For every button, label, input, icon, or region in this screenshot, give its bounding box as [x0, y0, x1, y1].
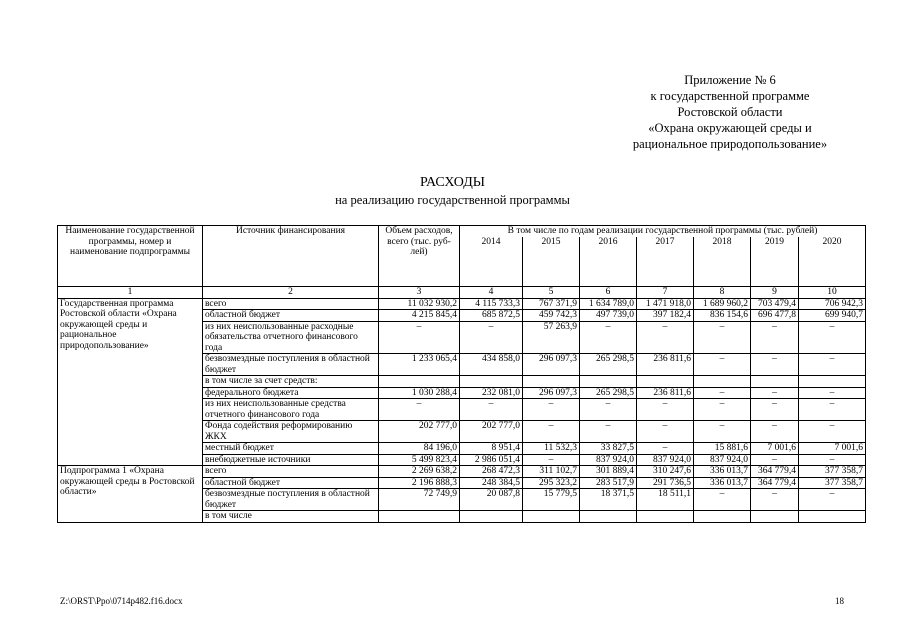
year-value-cell: 33 827,5	[580, 443, 637, 455]
year-value-cell: –	[694, 421, 751, 443]
year-value-cell	[751, 511, 799, 523]
total-cell: –	[379, 321, 460, 354]
year-value-cell	[637, 376, 694, 388]
year-value-cell	[799, 376, 866, 388]
column-number: 3	[379, 287, 460, 299]
year-value-cell: –	[694, 387, 751, 399]
column-number-row	[58, 287, 866, 299]
year-value-cell: 291 736,5	[637, 477, 694, 489]
year-value-cell: 459 742,3	[523, 310, 580, 322]
column-number: 10	[799, 287, 866, 299]
appendix-line: «Охрана окружающей среды и	[648, 121, 812, 135]
year-value-cell: –	[523, 399, 580, 421]
year-value-cell: 696 477,8	[751, 310, 799, 322]
year-value-cell: 336 013,7	[694, 477, 751, 489]
year-value-cell: –	[799, 354, 866, 376]
year-value-cell	[523, 511, 580, 523]
year-value-cell: –	[751, 387, 799, 399]
year-value-cell: –	[460, 399, 523, 421]
year-value-cell: 310 247,6	[637, 466, 694, 478]
year-value-cell: 57 263,9	[523, 321, 580, 354]
year-value-cell	[460, 511, 523, 523]
year-value-cell: 364 779,4	[751, 466, 799, 478]
year-value-cell	[637, 511, 694, 523]
header-year: 2014	[460, 237, 523, 287]
year-value-cell: 296 097,3	[523, 387, 580, 399]
total-cell: 1 233 065,4	[379, 354, 460, 376]
appendix-header	[560, 72, 900, 152]
year-value-cell: –	[637, 421, 694, 443]
year-value-cell: –	[799, 399, 866, 421]
year-value-cell: 248 384,5	[460, 477, 523, 489]
table-row	[58, 466, 866, 478]
appendix-line: Приложение № 6	[684, 73, 776, 87]
year-value-cell	[799, 511, 866, 523]
year-value-cell: 311 102,7	[523, 466, 580, 478]
year-value-cell: 232 081,0	[460, 387, 523, 399]
source-cell: всего	[203, 298, 379, 310]
source-cell: всего	[203, 466, 379, 478]
footer-file-path: Z:\ORST\Ppo\0714p482.f16.docx	[60, 596, 183, 606]
year-value-cell: 837 924,0	[637, 454, 694, 466]
year-value-cell: –	[799, 454, 866, 466]
year-value-cell: 8 951,4	[460, 443, 523, 455]
document-title: РАСХОДЫ	[420, 175, 485, 190]
year-value-cell: 699 940,7	[799, 310, 866, 322]
year-value-cell: –	[460, 321, 523, 354]
year-value-cell: 377 358,7	[799, 466, 866, 478]
year-value-cell: 7 001,6	[799, 443, 866, 455]
source-cell: федерального бюджета	[203, 387, 379, 399]
year-value-cell: –	[799, 489, 866, 511]
footer-page-number: 18	[835, 596, 844, 606]
source-cell: областной бюджет	[203, 310, 379, 322]
year-value-cell: 1 634 789,0	[580, 298, 637, 310]
year-value-cell: 202 777,0	[460, 421, 523, 443]
year-value-cell: –	[751, 421, 799, 443]
source-cell: в том числе	[203, 511, 379, 523]
program-name: Государственная программа Ростовской области «Охрана окружающей среды и рациональное природопользование»	[58, 298, 203, 466]
year-value-cell: 283 517,9	[580, 477, 637, 489]
year-value-cell: 1 471 918,0	[637, 298, 694, 310]
year-value-cell: 2 986 051,4	[460, 454, 523, 466]
year-value-cell: 837 924,0	[694, 454, 751, 466]
year-value-cell: 497 739,0	[580, 310, 637, 322]
total-cell	[379, 511, 460, 523]
year-value-cell: 685 872,5	[460, 310, 523, 322]
year-value-cell: –	[580, 399, 637, 421]
year-value-cell	[523, 376, 580, 388]
year-value-cell: –	[637, 399, 694, 421]
year-value-cell	[751, 376, 799, 388]
total-cell: 4 215 845,4	[379, 310, 460, 322]
total-cell: 1 030 288,4	[379, 387, 460, 399]
header-year: 2017	[637, 237, 694, 287]
year-value-cell	[694, 511, 751, 523]
total-cell: 11 032 930,2	[379, 298, 460, 310]
year-value-cell: –	[751, 454, 799, 466]
source-cell: безвозмездные поступления в областной бюджет	[203, 354, 379, 376]
year-value-cell: 268 472,3	[460, 466, 523, 478]
year-value-cell: 236 811,6	[637, 354, 694, 376]
header-year: 2019	[751, 237, 799, 287]
year-value-cell	[694, 376, 751, 388]
year-value-cell: –	[799, 321, 866, 354]
year-value-cell	[580, 376, 637, 388]
year-value-cell	[460, 376, 523, 388]
year-value-cell: –	[799, 387, 866, 399]
appendix-line: Ростовской области	[677, 105, 783, 119]
total-cell: –	[379, 399, 460, 421]
year-value-cell: –	[523, 454, 580, 466]
year-value-cell: 377 358,7	[799, 477, 866, 489]
source-cell: из них неиспользованные средства отчетного финансового года	[203, 399, 379, 421]
subprogram-name: Подпрограмма 1 «Охрана окружающей среды в Ростовской области»	[58, 466, 203, 523]
year-value-cell: –	[751, 399, 799, 421]
year-value-cell: 767 371,9	[523, 298, 580, 310]
total-cell: 84 196,0	[379, 443, 460, 455]
source-cell: областной бюджет	[203, 477, 379, 489]
year-value-cell: –	[694, 399, 751, 421]
header-year: 2015	[523, 237, 580, 287]
year-value-cell: 15 881,6	[694, 443, 751, 455]
total-cell: 72 749,9	[379, 489, 460, 511]
header-name: Наименование государственной программы, номер и наименование подпрограммы	[58, 226, 203, 287]
year-value-cell: –	[799, 421, 866, 443]
year-value-cell: 296 097,3	[523, 354, 580, 376]
year-value-cell: 18 371,5	[580, 489, 637, 511]
year-value-cell: 265 298,5	[580, 354, 637, 376]
column-number: 4	[460, 287, 523, 299]
header-row	[58, 226, 866, 237]
source-cell: из них неиспользованные расходные обязательства отчетного финансового года	[203, 321, 379, 354]
appendix-line: к государственной программе	[650, 89, 810, 103]
header-total: Объем расходов, всего (тыс. руб- лей)	[379, 226, 460, 287]
column-number: 2	[203, 287, 379, 299]
year-value-cell: –	[637, 443, 694, 455]
year-value-cell: –	[751, 489, 799, 511]
table-body	[58, 298, 866, 522]
column-number: 1	[58, 287, 203, 299]
year-value-cell: 706 942,3	[799, 298, 866, 310]
total-cell: 202 777,0	[379, 421, 460, 443]
total-cell: 2 269 638,2	[379, 466, 460, 478]
year-value-cell: 1 689 960,2	[694, 298, 751, 310]
expenses-table	[57, 225, 866, 523]
year-value-cell: 336 013,7	[694, 466, 751, 478]
header-years-group: В том числе по годам реализации государственной программы (тыс. рублей)	[460, 226, 866, 237]
year-value-cell: 295 323,2	[523, 477, 580, 489]
year-value-cell: 4 115 733,3	[460, 298, 523, 310]
year-value-cell: 11 532,3	[523, 443, 580, 455]
total-cell: 5 499 823,4	[379, 454, 460, 466]
year-value-cell: –	[694, 489, 751, 511]
year-value-cell: –	[523, 421, 580, 443]
year-value-cell: 7 001,6	[751, 443, 799, 455]
total-cell: 2 196 888,3	[379, 477, 460, 489]
header-year: 2016	[580, 237, 637, 287]
column-number: 9	[751, 287, 799, 299]
source-cell: безвозмездные поступления в областной бюджет	[203, 489, 379, 511]
source-cell: внебюджетные источники	[203, 454, 379, 466]
year-value-cell: –	[751, 354, 799, 376]
column-number: 5	[523, 287, 580, 299]
source-cell: Фонда содействия реформированию ЖКХ	[203, 421, 379, 443]
year-value-cell: 236 811,6	[637, 387, 694, 399]
appendix-line: рациональное природопользование»	[632, 137, 828, 151]
document-subtitle: на реализацию государственной программы	[335, 193, 570, 207]
column-number: 7	[637, 287, 694, 299]
year-value-cell: –	[637, 321, 694, 354]
year-value-cell: 301 889,4	[580, 466, 637, 478]
year-value-cell: 397 182,4	[637, 310, 694, 322]
year-value-cell: –	[694, 321, 751, 354]
year-value-cell: 364 779,4	[751, 477, 799, 489]
year-value-cell: –	[580, 321, 637, 354]
year-value-cell: –	[694, 354, 751, 376]
header-year: 2018	[694, 237, 751, 287]
header-source: Источник финансирования	[203, 226, 379, 287]
year-value-cell: 836 154,6	[694, 310, 751, 322]
source-cell: местный бюджет	[203, 443, 379, 455]
total-cell	[379, 376, 460, 388]
year-value-cell: 434 858,0	[460, 354, 523, 376]
table-row	[58, 298, 866, 310]
column-number: 8	[694, 287, 751, 299]
year-value-cell: 20 087,8	[460, 489, 523, 511]
header-year: 2020	[799, 237, 866, 287]
year-value-cell: 15 779,5	[523, 489, 580, 511]
year-value-cell: 837 924,0	[580, 454, 637, 466]
year-value-cell: –	[751, 321, 799, 354]
year-value-cell: 703 479,4	[751, 298, 799, 310]
year-value-cell: 18 511,1	[637, 489, 694, 511]
year-value-cell: 265 298,5	[580, 387, 637, 399]
column-number: 6	[580, 287, 637, 299]
source-cell: в том числе за счет средств:	[203, 376, 379, 388]
year-value-cell: –	[580, 421, 637, 443]
year-value-cell	[580, 511, 637, 523]
